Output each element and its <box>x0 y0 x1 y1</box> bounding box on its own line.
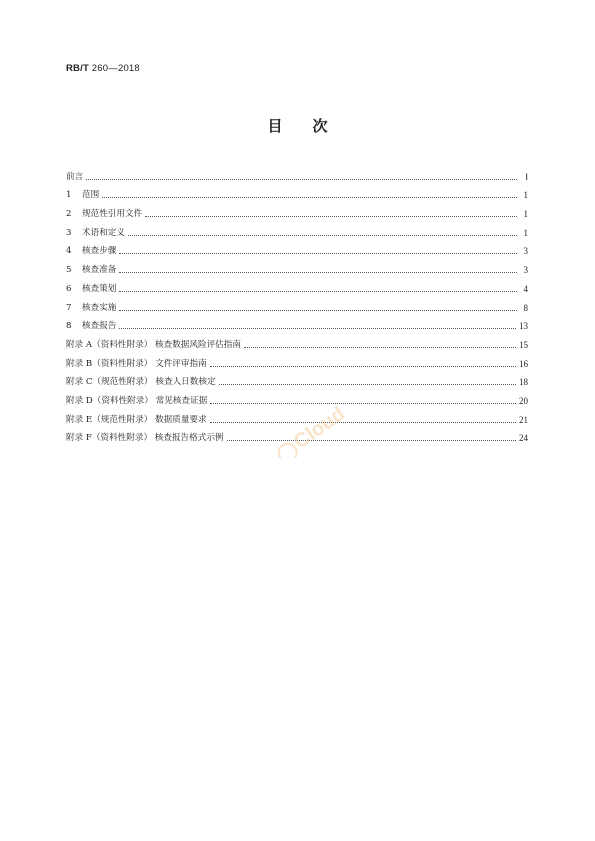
toc-entry[interactable] <box>66 426 528 445</box>
toc-dot-leader <box>119 252 517 254</box>
toc-entry[interactable] <box>66 407 528 426</box>
toc-dot-leader <box>128 234 517 236</box>
toc-entry-label: 附录 D（资料性附录） 常见核查证据 <box>66 395 208 406</box>
table-of-contents <box>66 164 528 444</box>
toc-entry-number: 4 <box>66 246 72 257</box>
toc-page-number: 24 <box>519 433 528 444</box>
toc-dot-leader <box>244 346 516 348</box>
toc-page-number: 3 <box>523 246 528 257</box>
toc-page-number: 1 <box>523 227 528 238</box>
toc-page-number: 8 <box>523 302 528 313</box>
toc-entry[interactable] <box>66 220 528 239</box>
toc-page-number: Ⅰ <box>525 171 528 182</box>
toc-page-number: 21 <box>519 414 528 425</box>
standard-prefix: RB/T <box>66 63 89 74</box>
toc-entry-number: 5 <box>66 265 72 276</box>
toc-entry-label: 核查报告 <box>82 321 117 332</box>
toc-entry[interactable] <box>66 201 528 220</box>
toc-entry-label: 核查实施 <box>82 302 117 313</box>
toc-entry[interactable] <box>66 295 528 314</box>
toc-title: 目次 <box>267 117 358 135</box>
toc-dot-leader <box>227 439 516 441</box>
toc-entry[interactable] <box>66 351 528 370</box>
toc-entry-label: 附录 B（资料性附录） 文件评审指南 <box>66 358 207 369</box>
toc-page-number: 20 <box>519 395 528 406</box>
toc-dot-leader <box>102 196 517 198</box>
toc-dot-leader <box>210 365 516 367</box>
toc-entry-label: 附录 E（规范性附录） 数据质量要求 <box>66 414 207 425</box>
toc-entry-number: 8 <box>66 321 72 332</box>
toc-page-number: 16 <box>519 358 528 369</box>
toc-page-number: 18 <box>519 377 528 388</box>
toc-entry-label: 核查步骤 <box>82 246 117 257</box>
toc-entry[interactable] <box>66 183 528 202</box>
standard-number: 260—2018 <box>88 63 140 74</box>
toc-page-number: 15 <box>519 339 528 350</box>
toc-dot-leader <box>219 383 516 385</box>
toc-entry-label: 附录 F（资料性附录） 核查报告格式示例 <box>66 433 224 444</box>
toc-dot-leader <box>119 290 517 292</box>
toc-entry-label: 前言 <box>66 171 84 182</box>
toc-page-number: 1 <box>523 190 528 201</box>
toc-entry[interactable] <box>66 239 528 258</box>
toc-dot-leader <box>119 271 517 273</box>
toc-entry[interactable] <box>66 332 528 351</box>
toc-entry-number: 3 <box>66 227 72 238</box>
toc-entry-number: 7 <box>66 302 72 313</box>
toc-entry-number: 6 <box>66 283 72 294</box>
toc-entry-label: 核查准备 <box>82 265 117 276</box>
toc-page-number: 13 <box>519 321 528 332</box>
toc-entry-label: 术语和定义 <box>82 227 125 238</box>
toc-dot-leader <box>210 421 516 423</box>
watermark-text: Cloud <box>289 402 350 454</box>
toc-page-number: 1 <box>523 209 528 220</box>
toc-entry[interactable] <box>66 257 528 276</box>
toc-entry[interactable] <box>66 388 528 407</box>
toc-entry-label: 规范性引用文件 <box>82 209 143 220</box>
toc-page-number: 4 <box>523 283 528 294</box>
toc-entry-label: 附录 A（资料性附录） 核查数据风险评估指南 <box>66 339 241 350</box>
toc-entry-label: 核查策划 <box>82 283 117 294</box>
toc-dot-leader <box>86 178 517 180</box>
toc-entry-number: 2 <box>66 209 72 220</box>
toc-dot-leader <box>119 309 517 311</box>
standard-code-header <box>66 63 140 74</box>
toc-entry-number: 1 <box>66 190 72 201</box>
toc-entry[interactable] <box>66 276 528 295</box>
toc-entry[interactable] <box>66 370 528 389</box>
toc-entry-label: 附录 C（规范性附录） 核查人日数核定 <box>66 377 216 388</box>
toc-entry-label: 范围 <box>82 190 100 201</box>
toc-dot-leader <box>119 327 516 329</box>
toc-entry[interactable] <box>66 314 528 333</box>
toc-entry[interactable] <box>66 164 528 183</box>
toc-page-number: 3 <box>523 265 528 276</box>
toc-dot-leader <box>145 215 517 217</box>
toc-dot-leader <box>210 402 516 404</box>
